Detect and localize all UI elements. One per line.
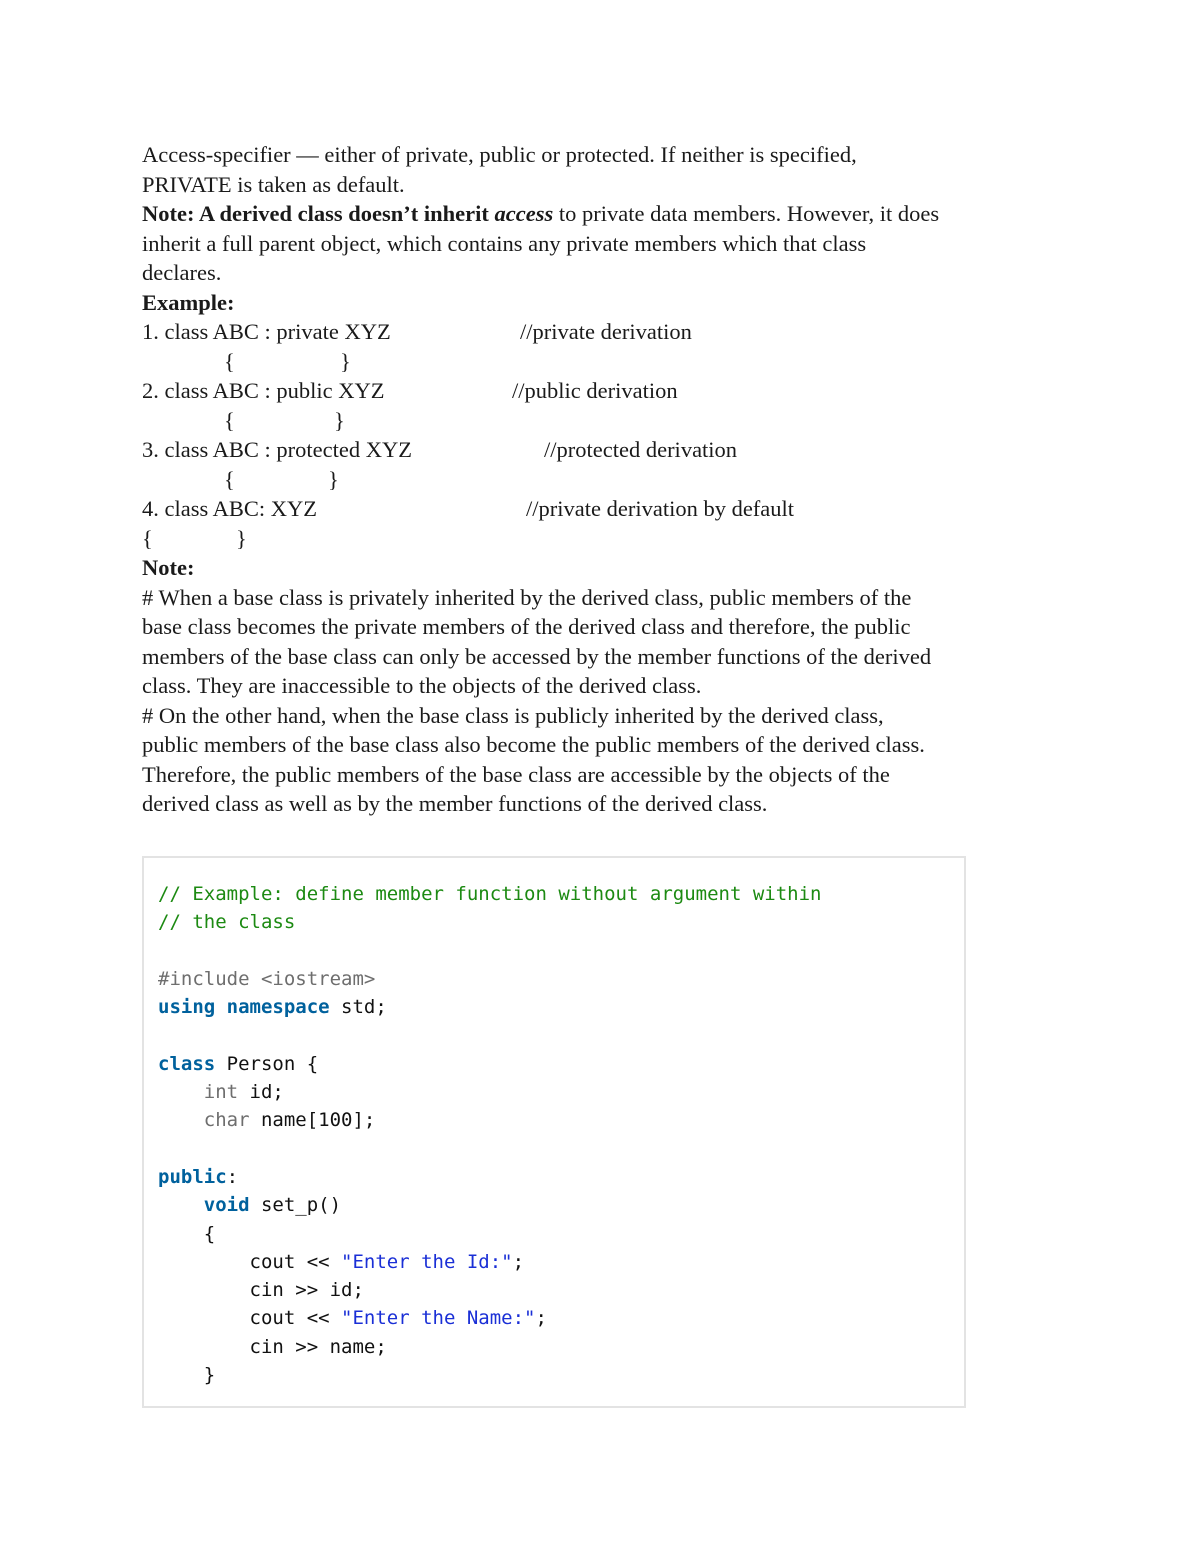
note-2-heading: Note: — [142, 555, 195, 580]
code-kw-class: class — [158, 1052, 216, 1075]
code-public-colon: : — [226, 1165, 239, 1188]
para-2-line-3: Therefore, the public members of the base class are accessible by the objects of the — [142, 761, 890, 787]
code-int-decl: id; — [238, 1081, 284, 1104]
code-char-decl: name[100]; — [249, 1109, 376, 1132]
para-2-line-1: # On the other hand, when the base class is publicly inherited by the derived class, — [142, 702, 884, 728]
example-2-comment: //public derivation — [512, 378, 678, 403]
code-func-name: set_p() — [249, 1194, 342, 1217]
example-4-comment: //private derivation by default — [526, 496, 795, 521]
example-2-open-brace: { — [224, 407, 235, 433]
example-heading: Example: — [142, 289, 235, 315]
code-kw-namespace: namespace — [226, 996, 330, 1019]
note-1-line-1 — [142, 199, 1072, 229]
example-3 — [142, 435, 1072, 465]
code-comment-1: // Example: define member function without argument within — [158, 883, 822, 905]
code-cout-1: cout << — [249, 1250, 342, 1273]
code-semi-1: ; — [512, 1250, 525, 1273]
code-kw-void: void — [203, 1194, 250, 1217]
code-class-name: Person { — [215, 1052, 319, 1075]
note-1-emphasis: access — [494, 201, 554, 226]
code-include: #include <iostream> — [158, 967, 376, 990]
code-listing — [158, 880, 821, 1389]
code-cout-2: cout << — [249, 1307, 342, 1330]
para-1-line-1: # When a base class is privately inherited by the derived class, public members of the — [142, 584, 912, 610]
code-cin-2: cin >> name; — [249, 1335, 387, 1358]
code-kw-char: char — [203, 1109, 250, 1132]
text-content — [142, 140, 1072, 819]
note-1-rest: to private data members. However, it does — [553, 201, 940, 226]
example-1-open-brace: { — [224, 348, 235, 374]
example-1-code: 1. class ABC : private XYZ — [142, 319, 391, 344]
para-2-line-2: public members of the base class also become the public members of the derived class. — [142, 732, 925, 757]
para-2-line-4: derived class as well as by the member functions of the derived class. — [142, 791, 768, 816]
code-kw-int: int — [203, 1081, 239, 1104]
example-2 — [142, 376, 1072, 406]
example-3-close-brace: } — [328, 466, 339, 492]
para-1-line-2: base class becomes the private members of the derived class and therefore, the public — [142, 614, 911, 639]
code-open-brace: { — [203, 1222, 216, 1245]
code-block — [142, 856, 966, 1408]
example-3-code: 3. class ABC : protected XYZ — [142, 437, 412, 462]
example-2-code: 2. class ABC : public XYZ — [142, 378, 385, 403]
example-1-comment: //private derivation — [520, 319, 692, 344]
note-1-line-2: inherit a full parent object, which contains any private members which that class — [142, 230, 867, 256]
code-string-2: "Enter the Name:" — [341, 1307, 536, 1330]
example-1 — [142, 317, 1072, 347]
code-comment-2: // the class — [158, 911, 296, 934]
code-std: std; — [329, 996, 387, 1019]
example-3-open-brace: { — [224, 466, 235, 492]
code-kw-using: using — [158, 996, 216, 1019]
para-1-line-4: class. They are inaccessible to the objects of the derived class. — [142, 673, 702, 698]
code-semi-2: ; — [535, 1307, 547, 1330]
note-1-line-3: declares. — [142, 260, 222, 285]
example-4-open-brace: { — [142, 525, 153, 551]
example-4 — [142, 494, 1072, 524]
example-4-close-brace: } — [236, 525, 247, 551]
intro-line-2: PRIVATE is taken as default. — [142, 171, 405, 197]
example-3-braces — [142, 465, 1072, 495]
example-4-code: 4. class ABC: XYZ — [142, 496, 318, 521]
example-1-braces — [142, 347, 1072, 377]
code-cin-1: cin >> id; — [249, 1279, 364, 1302]
note-1-label: Note: A derived class doesn’t inherit — [142, 201, 495, 226]
example-2-close-brace: } — [334, 407, 345, 433]
example-3-comment: //protected derivation — [544, 437, 738, 462]
para-1-line-3: members of the base class can only be accessed by the member functions of the derived — [142, 643, 932, 669]
code-close-brace: } — [203, 1364, 216, 1387]
code-string-1: "Enter the Id:" — [341, 1250, 513, 1273]
example-1-close-brace: } — [340, 348, 351, 374]
example-2-braces — [142, 406, 1072, 436]
code-kw-public: public — [158, 1165, 227, 1188]
example-4-braces — [142, 524, 1072, 554]
intro-line-1: Access-specifier — either of private, public or protected. If neither is specified, — [142, 142, 857, 167]
